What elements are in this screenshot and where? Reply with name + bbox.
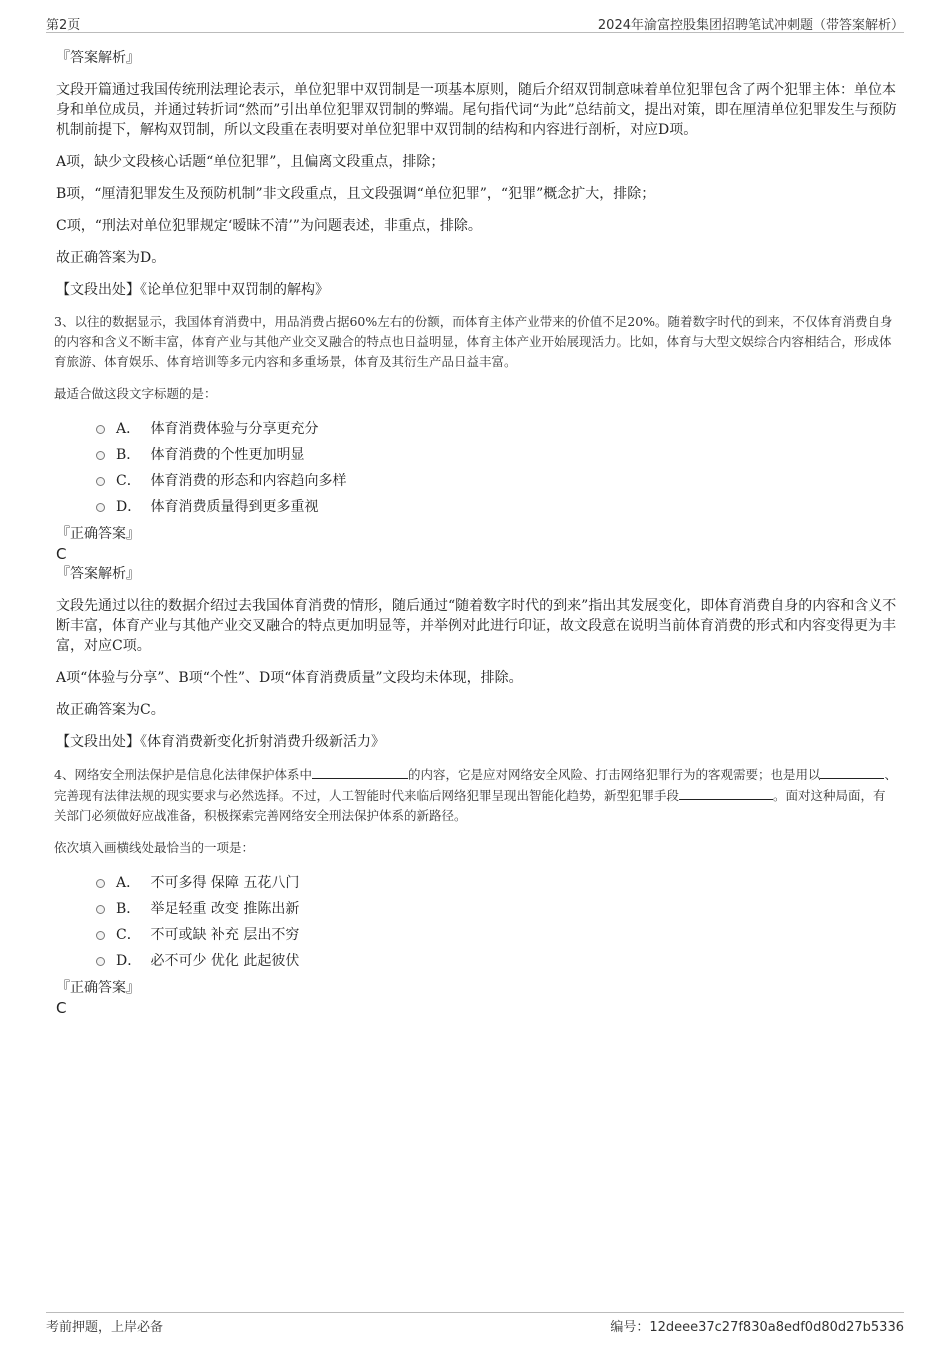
q4-option-a[interactable] <box>56 870 898 896</box>
option-text: 体育消费的形态和内容趋向多样 <box>150 473 347 489</box>
option-text: 不可或缺 补充 层出不穷 <box>150 927 300 943</box>
page-footer <box>46 1312 904 1335</box>
radio-button-icon[interactable] <box>96 451 105 460</box>
option-text: 必不可少 优化 此起彼伏 <box>150 953 300 969</box>
q2-analysis-text: 文段开篇通过我国传统刑法理论表示，单位犯罪中双罚制是一项基本原则，随后介绍双罚制意味着单位犯罪包含了两个犯罪主体：单位本身和单位成员，并通过转折词“然而”引出单位犯罪双罚制的弊端。尾句指代词“为此”总结前文，提出对策，即在厘清单位犯罪发生与预防机制前提下，解构双罚制，所以文段重在表明要对单位犯罪中双罚制的结构和内容进行剖析，对应D项。 <box>56 82 897 138</box>
option-text: 举足轻重 改变 推陈出新 <box>150 901 300 917</box>
q3-question-text: 3、以往的数据显示，我国体育消费中，用品消费占据60%左右的份额，而体育主体产业带来的价值不足20%。随着数字时代的到来，不仅体育消费自身的内容和含义不断丰富，体育产业与其他产业交叉融合的特点也日益明显，体育主体产业开始展现活力。比如，体育与大型文娱综合内容相结合，形成体育旅游、体育娱乐、体育培训等多元内容和多重场景，体育及其衍生产品日益丰富。 <box>54 314 893 369</box>
footer-slogan: 考前押题，上岸必备 <box>46 1320 164 1335</box>
q4-question-text <box>54 764 898 826</box>
option-text: 不可多得 保障 五花八门 <box>150 875 300 891</box>
option-text: 体育消费质量得到更多重视 <box>150 499 319 515</box>
q3-analysis-label: 『答案解析』 <box>56 566 140 582</box>
fill-blank-1 <box>312 764 408 779</box>
q3-option-c[interactable] <box>56 468 898 494</box>
radio-button-icon[interactable] <box>96 503 105 512</box>
q4-text-part3: 、完善现有法律法规的现实要求与必然选择。不过，人工智能时代来临后网络犯罪呈现出智能化趋势，新型犯罪手段 <box>54 767 897 803</box>
radio-button-icon[interactable] <box>96 879 105 888</box>
q3-answer: C <box>56 545 67 563</box>
q3-analysis-other: A项“体验与分享”、B项“个性”、D项“体育消费质量”文段均未体现，排除。 <box>56 670 523 686</box>
document-title: 2024年渝富控股集团招聘笔试冲刺题（带答案解析） <box>597 18 904 33</box>
option-text: 体育消费体验与分享更充分 <box>150 421 319 437</box>
q3-answer-label: 『正确答案』 <box>56 526 140 542</box>
q4-option-c[interactable] <box>56 922 898 948</box>
q3-source: 【文段出处】《体育消费新变化折射消费升级新活力》 <box>56 734 385 750</box>
q3-analysis-text: 文段先通过以往的数据介绍过去我国体育消费的情形，随后通过“随着数字时代的到来”指出其发展变化，即体育消费自身的内容和含义不断丰富，体育产业与其他产业交叉融合的特点更加明显等，并举例对此进行印证，故文段意在说明当前体育消费的形式和内容变得更为丰富，对应C项。 <box>56 598 897 654</box>
option-letter: B． <box>116 901 141 917</box>
q2-option-c-analysis: C项，“刑法对单位犯罪规定‘暧昧不清’”为问题表述，非重点，排除。 <box>56 218 482 234</box>
document-code: 编号：12deee37c27f830a8edf0d80d27b5336 <box>610 1320 904 1335</box>
q3-option-a[interactable] <box>56 416 898 442</box>
q3-conclusion: 故正确答案为C。 <box>56 702 165 718</box>
option-letter: D． <box>116 953 142 969</box>
option-letter: A． <box>116 421 141 437</box>
q4-options <box>56 870 898 974</box>
option-letter: C． <box>116 473 141 489</box>
q3-prompt: 最适合做这段文字标题的是： <box>54 386 217 401</box>
q4-text-part2: 的内容，它是应对网络安全风险、打击网络犯罪行为的客观需要；也是用以 <box>407 767 821 782</box>
radio-button-icon[interactable] <box>96 957 105 966</box>
radio-button-icon[interactable] <box>96 931 105 940</box>
q2-option-a-analysis: A项，缺少文段核心话题“单位犯罪”，且偏离文段重点，排除； <box>56 154 445 170</box>
page-number: 第2页 <box>46 18 81 33</box>
q3-option-b[interactable] <box>56 442 898 468</box>
q4-text-part4: 。面对这种局面，有关部门必须做好应战准备，积极探索完善网络安全刑法保护体系的新路径。 <box>54 788 886 823</box>
q3-option-d[interactable] <box>56 494 898 520</box>
option-letter: D． <box>116 499 142 515</box>
radio-button-icon[interactable] <box>96 425 105 434</box>
q4-answer-label: 『正确答案』 <box>56 980 140 996</box>
option-text: 体育消费的个性更加明显 <box>150 447 305 463</box>
fill-blank-3 <box>679 785 773 800</box>
document-body <box>56 46 898 1018</box>
q3-options <box>56 416 898 520</box>
page-header <box>46 12 904 33</box>
option-letter: A． <box>116 875 141 891</box>
q4-option-d[interactable] <box>56 948 898 974</box>
q2-analysis-label: 『答案解析』 <box>56 50 140 66</box>
q4-answer: C <box>56 999 67 1017</box>
option-letter: C． <box>116 927 141 943</box>
q4-text-part1: 4、网络安全刑法保护是信息化法律保护体系中 <box>54 767 312 782</box>
option-letter: B． <box>116 447 141 463</box>
q2-conclusion: 故正确答案为D。 <box>56 250 166 266</box>
q4-prompt: 依次填入画横线处最恰当的一项是： <box>54 840 255 855</box>
fill-blank-2 <box>820 764 884 779</box>
q4-option-b[interactable] <box>56 896 898 922</box>
q2-source: 【文段出处】《论单位犯罪中双罚制的解构》 <box>56 282 329 298</box>
radio-button-icon[interactable] <box>96 905 105 914</box>
q2-option-b-analysis: B项，“厘清犯罪发生及预防机制”非文段重点，且文段强调“单位犯罪”，“犯罪”概念扩大，排除； <box>56 186 656 202</box>
radio-button-icon[interactable] <box>96 477 105 486</box>
